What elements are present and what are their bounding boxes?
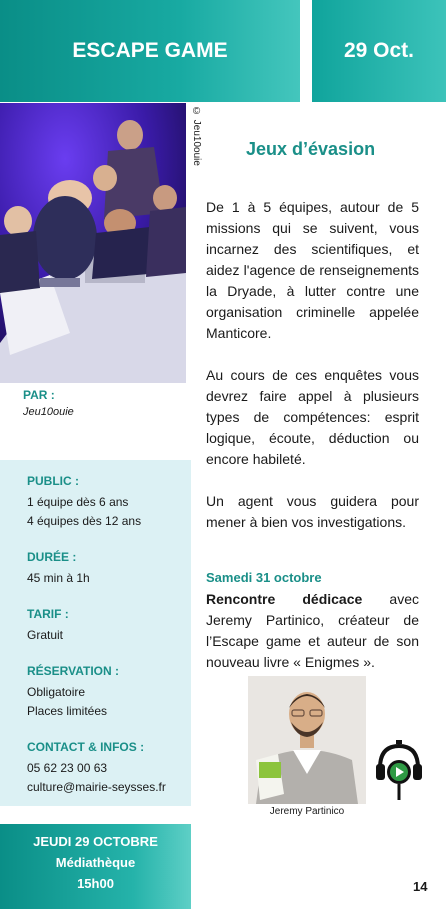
reservation-line-2: Places limitées xyxy=(27,704,108,718)
page-title: ESCAPE GAME xyxy=(72,39,228,62)
price-group xyxy=(27,605,191,645)
event-text: avec Jeremy Partinico, créateur de l’Escape game et auteur de son nouveau livre « Enigmes ». xyxy=(206,591,419,670)
headphones-play-icon xyxy=(374,738,424,802)
description-paragraph-2: Au cours de ces enquêtes vous devrez faire appel à plusieurs types de compétences: esprit logique, écoute, déduction ou encore habileté. xyxy=(206,367,419,467)
contact-phone: 05 62 23 00 63 xyxy=(27,761,108,775)
price-value: Gratuit xyxy=(27,628,64,642)
header-date: 29 Oct. xyxy=(343,39,415,62)
reservation-label: RÉSERVATION : xyxy=(27,664,120,678)
public-label: PUBLIC : xyxy=(27,474,79,488)
photo-credit: © Jeu10ouie xyxy=(191,106,202,166)
author-portrait xyxy=(248,676,366,804)
price-label: TARIF : xyxy=(27,607,69,621)
event-description xyxy=(206,589,419,673)
schedule-banner xyxy=(0,824,191,909)
public-line-1: 1 équipe dès 6 ans xyxy=(27,495,129,509)
duration-group xyxy=(27,548,191,588)
reservation-group xyxy=(27,662,191,721)
page-number: 14 xyxy=(413,879,428,894)
description-paragraph-3: Un agent vous guidera pour mener à bien vos investigations. xyxy=(206,493,419,530)
description xyxy=(206,197,419,554)
event-title: Rencontre dédicace xyxy=(206,591,363,607)
schedule-time: 15h00 xyxy=(77,876,114,891)
organizer-value: Jeu10ouie xyxy=(23,406,74,418)
section-heading: Jeux d’évasion xyxy=(246,139,376,159)
description-paragraph-1: De 1 à 5 équipes, autour de 5 missions qui se suivent, vous incarnez des scientifiques, et aidez l'agence de renseignements la Dryade, à lutter contre une organisation criminelle appelée Manticore. xyxy=(206,199,419,341)
public-group xyxy=(27,472,191,531)
schedule-date: JEUDI 29 OCTOBRE xyxy=(33,834,158,849)
portrait-caption: Jeremy Partinico xyxy=(269,806,345,817)
organizer-block xyxy=(23,388,74,418)
header-date-banner xyxy=(312,0,446,102)
contact-group xyxy=(27,738,191,797)
event-photo xyxy=(0,103,186,383)
duration-label: DURÉE : xyxy=(27,550,77,564)
schedule-venue: Médiathèque xyxy=(55,855,136,870)
contact-label: CONTACT & INFOS : xyxy=(27,740,145,754)
organizer-label: PAR : xyxy=(23,388,55,402)
info-panel xyxy=(0,460,191,806)
reservation-line-1: Obligatoire xyxy=(27,685,86,699)
contact-email: culture@mairie-seysses.fr xyxy=(27,780,166,794)
event-date: Samedi 31 octobre xyxy=(206,570,322,585)
header-title-banner xyxy=(0,0,300,102)
public-line-2: 4 équipes dès 12 ans xyxy=(27,514,142,528)
duration-value: 45 min à 1h xyxy=(27,571,90,585)
